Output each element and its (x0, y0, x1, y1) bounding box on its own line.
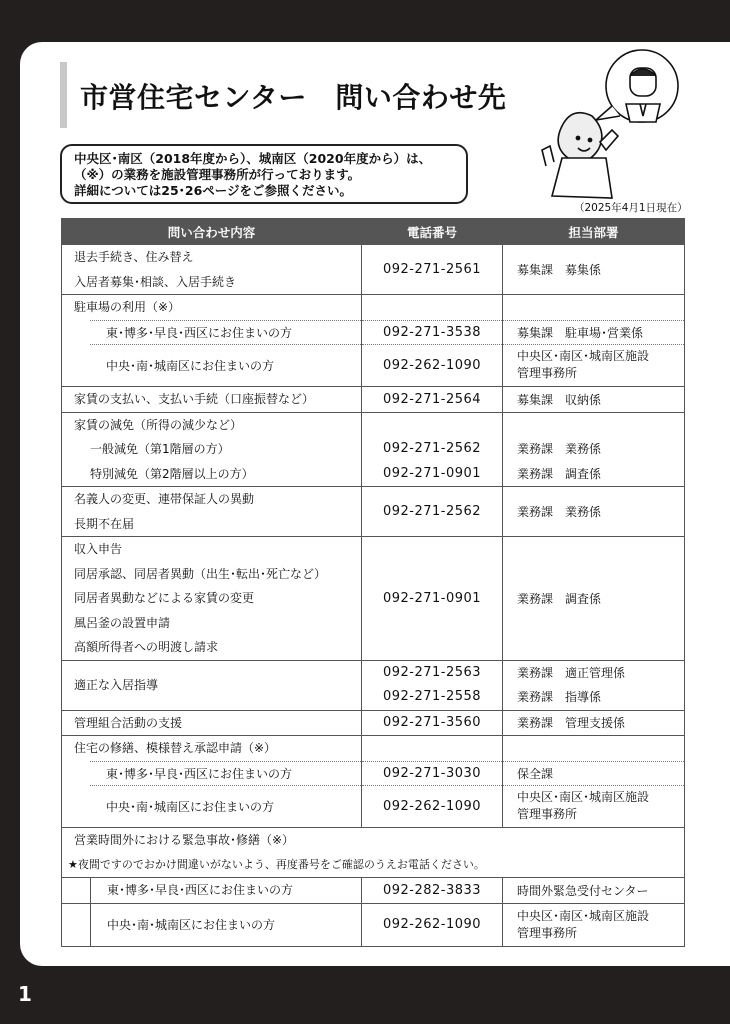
department: 募集課 募集係 (503, 245, 685, 295)
phone-number: 092-271-2561 (362, 245, 503, 295)
table-row (62, 710, 685, 736)
inquiry-cell (62, 295, 362, 387)
phone-number: 092-271-2562 (362, 487, 503, 537)
inquiry-cell (62, 245, 362, 295)
table-row (62, 245, 685, 295)
department: 業務課 業務係 (517, 442, 602, 456)
phone-number: 092-271-2558 (382, 689, 482, 704)
as-of-date: （2025年4月1日現在） (574, 202, 688, 214)
department: 業務課 調査係 (503, 537, 685, 661)
inquiry-sub-item: 東･博多･早良･西区にお住まいの方 (90, 320, 361, 345)
notice-line: 中央区･南区（2018年度から）、城南区（2020年度から）は、 (74, 151, 432, 166)
inquiry-heading: 駐車場の利用（※） (74, 300, 181, 314)
department-cell (503, 660, 685, 710)
department: 業務課 調査係 (517, 466, 602, 481)
department-line: 中央区･南区･城南区施設 (517, 908, 650, 923)
department-line: 中央区･南区･城南区施設 (517, 349, 650, 363)
inquiry-sub-item: 中央･南･城南区にお住まいの方 (90, 904, 361, 946)
table-row (62, 387, 685, 413)
department-cell (503, 736, 685, 828)
notice-line: （※）の業務を施設管理事務所が行っております。 (74, 167, 361, 182)
department (503, 344, 684, 386)
title-accent-bar (60, 62, 67, 128)
department: 募集課 駐車場･営業係 (503, 320, 684, 345)
column-header-department: 担当部署 (503, 219, 685, 245)
inquiry-cell (62, 487, 362, 537)
page-title: 市営住宅センター 問い合わせ先 (80, 81, 507, 114)
table-row (62, 487, 685, 537)
inquiry-text: 名義人の変更、連帯保証人の異動 (74, 492, 255, 506)
phone-number: 092-282-3833 (362, 878, 503, 904)
phone-number: 092-262-1090 (362, 344, 502, 386)
department-line: 中央区･南区･城南区施設 (517, 790, 650, 804)
department (503, 903, 685, 946)
inquiry-text: 風呂釜の設置申請 (74, 615, 171, 630)
inquiry-heading: 住宅の修繕、模様替え承認申請（※） (74, 741, 277, 755)
department-cell (503, 412, 685, 487)
inquiry-text: 適正な入居指導 (74, 677, 159, 692)
inquiry-sub-item: 特別減免（第2階層以上の方） (90, 466, 254, 481)
phone-number: 092-262-1090 (362, 903, 503, 946)
table-row (62, 660, 685, 710)
inquiry-text: 管理組合活動の支援 (74, 715, 183, 730)
table-row (62, 903, 685, 946)
phone-number: 092-271-3538 (362, 320, 502, 345)
department: 業務課 管理支援係 (503, 710, 685, 736)
phone-cell (362, 412, 503, 487)
inquiry-cell (62, 412, 362, 487)
phone-cell (362, 736, 503, 828)
inquiry-heading: 家賃の減免（所得の減少など） (74, 417, 243, 432)
department: 業務課 指導係 (517, 690, 602, 704)
inquiry-sub-item: 一般減免（第1階層の方） (90, 442, 230, 456)
department: 時間外緊急受付センター (503, 878, 685, 904)
inquiry-text: 退去手続き、住み替え (74, 250, 194, 264)
phone-number: 092-271-0901 (382, 465, 482, 481)
inquiry-text: 同居承認、同居者異動（出生･転出･死亡など） (74, 566, 327, 581)
department-cell (503, 295, 685, 387)
inquiry-sub-item: 東･博多･早良･西区にお住まいの方 (90, 878, 361, 903)
phone-number: 092-271-2562 (382, 441, 482, 456)
phone-number: 092-271-0901 (362, 537, 503, 661)
inquiry-heading: 営業時間外における緊急事故･修繕（※） (74, 833, 295, 847)
table-header-row (62, 219, 685, 245)
phone-cell (362, 295, 503, 387)
table-row (62, 828, 685, 878)
contact-table (61, 218, 685, 947)
table-row (62, 878, 685, 904)
inquiry-text: 入居者募集･相談、入居手続き (74, 274, 237, 289)
phone-number: 092-262-1090 (362, 785, 502, 827)
table-row (62, 295, 685, 387)
department: 業務課 業務係 (503, 487, 685, 537)
inquiry-text: 収入申告 (74, 542, 123, 556)
emergency-note: ★夜間ですのでおかけ間違いがないよう、再度番号をご確認のうえお電話ください。 (68, 857, 485, 871)
column-header-inquiry: 問い合わせ内容 (62, 219, 362, 245)
notice-line: 詳細については25･26ページをご参照ください。 (74, 183, 353, 198)
table-row (62, 412, 685, 487)
table-row (62, 736, 685, 828)
department-line: 管理事務所 (517, 366, 578, 380)
department (503, 785, 684, 827)
inquiry-sub-item: 中央･南･城南区にお住まいの方 (90, 344, 361, 386)
column-header-phone: 電話番号 (362, 219, 503, 245)
phone-number: 092-271-3030 (362, 761, 502, 786)
inquiry-cell (62, 878, 362, 904)
phone-number: 092-271-3560 (362, 710, 503, 736)
department-line: 管理事務所 (517, 807, 578, 821)
department-line: 管理事務所 (517, 925, 578, 940)
emergency-cell (62, 828, 685, 878)
phone-number: 092-271-2564 (362, 387, 503, 413)
notice-box (60, 144, 468, 204)
inquiry-cell (62, 736, 362, 828)
phone-cell (362, 660, 503, 710)
phone-call-illustration (532, 46, 682, 206)
inquiry-sub-item: 中央･南･城南区にお住まいの方 (90, 785, 361, 827)
inquiry-text: 同居者異動などによる家賃の変更 (74, 591, 255, 605)
inquiry-cell (62, 903, 362, 946)
inquiry-sub-item: 東･博多･早良･西区にお住まいの方 (90, 761, 361, 786)
inquiry-text: 高額所得者への明渡し請求 (74, 640, 219, 654)
department: 保全課 (503, 761, 684, 786)
inquiry-text: 長期不在届 (74, 516, 135, 531)
inquiry-text: 家賃の支払い、支払い手続（口座振替など） (74, 392, 315, 406)
department: 募集課 収納係 (503, 387, 685, 413)
phone-number: 092-271-2563 (382, 664, 482, 680)
inquiry-cell (62, 537, 362, 661)
department: 業務課 適正管理係 (517, 665, 626, 680)
page-number: 1 (18, 982, 32, 1006)
table-row (62, 537, 685, 661)
